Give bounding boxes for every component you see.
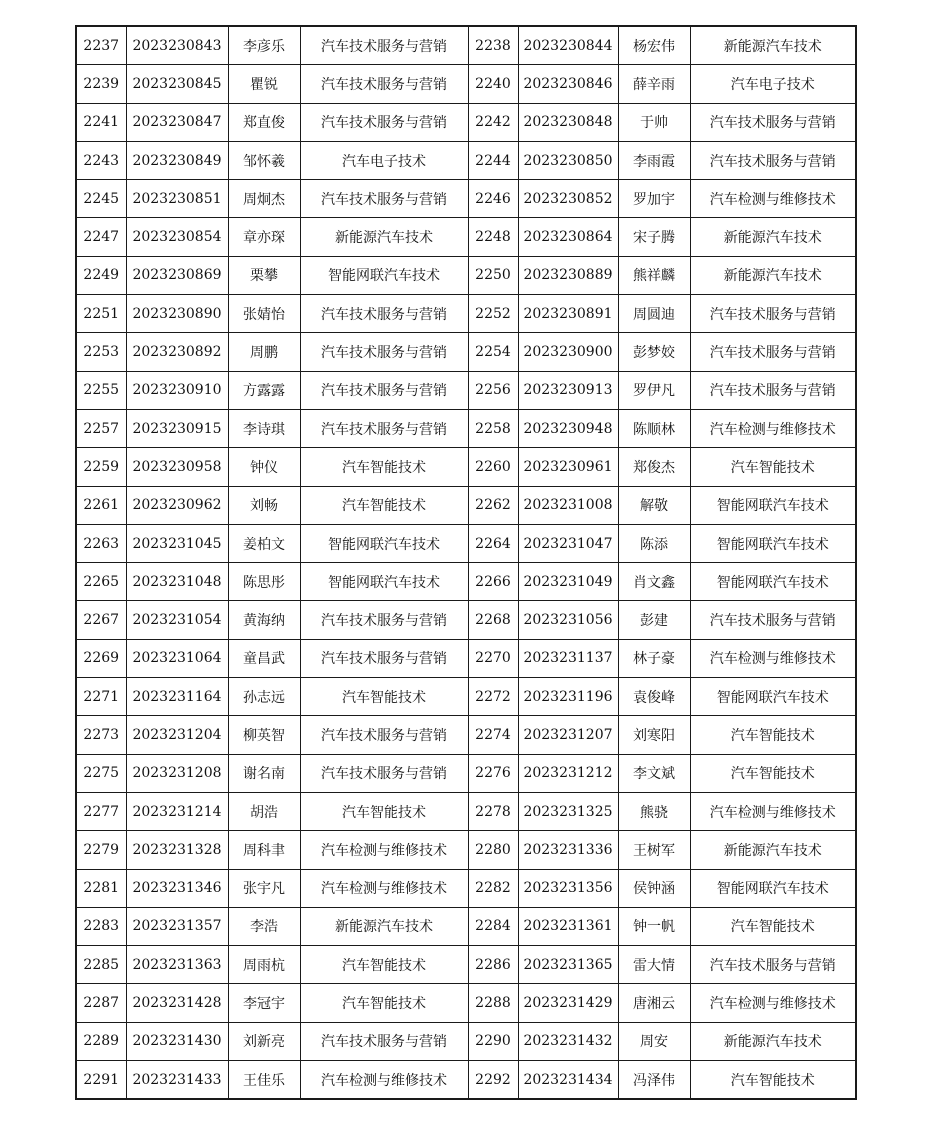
student-name-cell: 林子豪 bbox=[618, 639, 690, 677]
student-id-cell: 2023231432 bbox=[518, 1022, 618, 1060]
sequence-number-cell: 2243 bbox=[76, 141, 126, 179]
student-id-cell: 2023231207 bbox=[518, 716, 618, 754]
sequence-number-cell: 2274 bbox=[468, 716, 518, 754]
student-id-cell: 2023231357 bbox=[126, 907, 228, 945]
student-id-cell: 2023230843 bbox=[126, 26, 228, 65]
student-name-cell: 雷大情 bbox=[618, 946, 690, 984]
sequence-number-cell: 2240 bbox=[468, 65, 518, 103]
student-id-cell: 2023231434 bbox=[518, 1061, 618, 1100]
student-id-cell: 2023230849 bbox=[126, 141, 228, 179]
sequence-number-cell: 2238 bbox=[468, 26, 518, 65]
sequence-number-cell: 2249 bbox=[76, 256, 126, 294]
major-cell: 汽车检测与维修技术 bbox=[300, 1061, 468, 1100]
student-id-cell: 2023231056 bbox=[518, 601, 618, 639]
table-row bbox=[76, 409, 856, 447]
student-name-cell: 周圆迪 bbox=[618, 295, 690, 333]
sequence-number-cell: 2237 bbox=[76, 26, 126, 65]
student-id-cell: 2023231064 bbox=[126, 639, 228, 677]
major-cell: 汽车技术服务与营销 bbox=[300, 754, 468, 792]
student-id-cell: 2023231336 bbox=[518, 831, 618, 869]
sequence-number-cell: 2250 bbox=[468, 256, 518, 294]
major-cell: 汽车技术服务与营销 bbox=[300, 65, 468, 103]
major-cell: 汽车智能技术 bbox=[300, 984, 468, 1022]
student-id-cell: 2023230958 bbox=[126, 448, 228, 486]
major-cell: 汽车智能技术 bbox=[690, 448, 856, 486]
student-name-cell: 周安 bbox=[618, 1022, 690, 1060]
student-name-cell: 刘畅 bbox=[228, 486, 300, 524]
student-name-cell: 陈思彤 bbox=[228, 563, 300, 601]
sequence-number-cell: 2292 bbox=[468, 1061, 518, 1100]
student-name-cell: 张婧怡 bbox=[228, 295, 300, 333]
student-id-cell: 2023230948 bbox=[518, 409, 618, 447]
major-cell: 智能网联汽车技术 bbox=[300, 563, 468, 601]
major-cell: 汽车电子技术 bbox=[300, 141, 468, 179]
student-id-cell: 2023231428 bbox=[126, 984, 228, 1022]
major-cell: 智能网联汽车技术 bbox=[690, 524, 856, 562]
major-cell: 汽车技术服务与营销 bbox=[300, 103, 468, 141]
major-cell: 汽车检测与维修技术 bbox=[690, 792, 856, 830]
student-name-cell: 于帅 bbox=[618, 103, 690, 141]
roster-body bbox=[76, 26, 856, 1099]
major-cell: 汽车技术服务与营销 bbox=[300, 180, 468, 218]
student-id-cell: 2023230850 bbox=[518, 141, 618, 179]
student-id-cell: 2023231054 bbox=[126, 601, 228, 639]
table-row bbox=[76, 295, 856, 333]
major-cell: 汽车检测与维修技术 bbox=[300, 869, 468, 907]
major-cell: 汽车技术服务与营销 bbox=[300, 371, 468, 409]
student-id-cell: 2023230889 bbox=[518, 256, 618, 294]
student-id-cell: 2023230852 bbox=[518, 180, 618, 218]
sequence-number-cell: 2288 bbox=[468, 984, 518, 1022]
student-id-cell: 2023231137 bbox=[518, 639, 618, 677]
student-id-cell: 2023231346 bbox=[126, 869, 228, 907]
student-id-cell: 2023230848 bbox=[518, 103, 618, 141]
table-row bbox=[76, 65, 856, 103]
major-cell: 汽车技术服务与营销 bbox=[300, 716, 468, 754]
major-cell: 新能源汽车技术 bbox=[690, 1022, 856, 1060]
major-cell: 汽车智能技术 bbox=[300, 486, 468, 524]
student-id-cell: 2023230869 bbox=[126, 256, 228, 294]
table-row bbox=[76, 716, 856, 754]
student-id-cell: 2023230962 bbox=[126, 486, 228, 524]
student-name-cell: 侯钟涵 bbox=[618, 869, 690, 907]
major-cell: 汽车检测与维修技术 bbox=[690, 639, 856, 677]
student-id-cell: 2023230913 bbox=[518, 371, 618, 409]
table-row bbox=[76, 103, 856, 141]
sequence-number-cell: 2248 bbox=[468, 218, 518, 256]
sequence-number-cell: 2273 bbox=[76, 716, 126, 754]
table-row bbox=[76, 256, 856, 294]
major-cell: 新能源汽车技术 bbox=[300, 907, 468, 945]
major-cell: 汽车检测与维修技术 bbox=[690, 180, 856, 218]
student-name-cell: 童昌武 bbox=[228, 639, 300, 677]
major-cell: 汽车检测与维修技术 bbox=[300, 831, 468, 869]
major-cell: 汽车技术服务与营销 bbox=[690, 103, 856, 141]
student-id-cell: 2023231361 bbox=[518, 907, 618, 945]
student-name-cell: 陈顺林 bbox=[618, 409, 690, 447]
student-id-cell: 2023230851 bbox=[126, 180, 228, 218]
table-row bbox=[76, 486, 856, 524]
sequence-number-cell: 2284 bbox=[468, 907, 518, 945]
table-row bbox=[76, 26, 856, 65]
sequence-number-cell: 2282 bbox=[468, 869, 518, 907]
student-id-cell: 2023231328 bbox=[126, 831, 228, 869]
sequence-number-cell: 2261 bbox=[76, 486, 126, 524]
student-name-cell: 钟仪 bbox=[228, 448, 300, 486]
sequence-number-cell: 2252 bbox=[468, 295, 518, 333]
student-name-cell: 李浩 bbox=[228, 907, 300, 945]
student-id-cell: 2023231214 bbox=[126, 792, 228, 830]
student-id-cell: 2023231363 bbox=[126, 946, 228, 984]
student-name-cell: 章亦琛 bbox=[228, 218, 300, 256]
student-id-cell: 2023231208 bbox=[126, 754, 228, 792]
table-row bbox=[76, 869, 856, 907]
sequence-number-cell: 2281 bbox=[76, 869, 126, 907]
student-name-cell: 周雨杭 bbox=[228, 946, 300, 984]
sequence-number-cell: 2260 bbox=[468, 448, 518, 486]
roster-table bbox=[75, 25, 857, 1100]
student-id-cell: 2023231196 bbox=[518, 678, 618, 716]
student-name-cell: 彭梦姣 bbox=[618, 333, 690, 371]
table-row bbox=[76, 524, 856, 562]
table-row bbox=[76, 1061, 856, 1100]
student-name-cell: 冯泽伟 bbox=[618, 1061, 690, 1100]
student-name-cell: 袁俊峰 bbox=[618, 678, 690, 716]
major-cell: 汽车智能技术 bbox=[690, 754, 856, 792]
student-name-cell: 瞿锐 bbox=[228, 65, 300, 103]
table-row bbox=[76, 639, 856, 677]
student-name-cell: 孙志远 bbox=[228, 678, 300, 716]
major-cell: 新能源汽车技术 bbox=[690, 218, 856, 256]
table-row bbox=[76, 984, 856, 1022]
student-name-cell: 周科聿 bbox=[228, 831, 300, 869]
major-cell: 新能源汽车技术 bbox=[690, 26, 856, 65]
table-row bbox=[76, 371, 856, 409]
table-row bbox=[76, 907, 856, 945]
sequence-number-cell: 2259 bbox=[76, 448, 126, 486]
student-name-cell: 李冠宇 bbox=[228, 984, 300, 1022]
major-cell: 汽车技术服务与营销 bbox=[690, 601, 856, 639]
sequence-number-cell: 2262 bbox=[468, 486, 518, 524]
sequence-number-cell: 2278 bbox=[468, 792, 518, 830]
major-cell: 汽车技术服务与营销 bbox=[690, 333, 856, 371]
major-cell: 汽车检测与维修技术 bbox=[690, 984, 856, 1022]
student-id-cell: 2023231008 bbox=[518, 486, 618, 524]
table-row bbox=[76, 333, 856, 371]
major-cell: 汽车技术服务与营销 bbox=[300, 409, 468, 447]
table-row bbox=[76, 1022, 856, 1060]
student-id-cell: 2023230890 bbox=[126, 295, 228, 333]
student-id-cell: 2023231365 bbox=[518, 946, 618, 984]
sequence-number-cell: 2266 bbox=[468, 563, 518, 601]
student-id-cell: 2023231047 bbox=[518, 524, 618, 562]
student-id-cell: 2023231204 bbox=[126, 716, 228, 754]
sequence-number-cell: 2245 bbox=[76, 180, 126, 218]
sequence-number-cell: 2247 bbox=[76, 218, 126, 256]
sequence-number-cell: 2246 bbox=[468, 180, 518, 218]
major-cell: 汽车技术服务与营销 bbox=[300, 1022, 468, 1060]
student-name-cell: 刘新亮 bbox=[228, 1022, 300, 1060]
major-cell: 汽车智能技术 bbox=[690, 716, 856, 754]
student-name-cell: 周鹏 bbox=[228, 333, 300, 371]
major-cell: 汽车电子技术 bbox=[690, 65, 856, 103]
student-name-cell: 刘寒阳 bbox=[618, 716, 690, 754]
student-name-cell: 柳英智 bbox=[228, 716, 300, 754]
student-id-cell: 2023230910 bbox=[126, 371, 228, 409]
student-id-cell: 2023231048 bbox=[126, 563, 228, 601]
student-name-cell: 薛辛雨 bbox=[618, 65, 690, 103]
student-name-cell: 周炯杰 bbox=[228, 180, 300, 218]
table-row bbox=[76, 601, 856, 639]
student-name-cell: 解敬 bbox=[618, 486, 690, 524]
sequence-number-cell: 2275 bbox=[76, 754, 126, 792]
sequence-number-cell: 2287 bbox=[76, 984, 126, 1022]
sequence-number-cell: 2286 bbox=[468, 946, 518, 984]
student-name-cell: 黄海纳 bbox=[228, 601, 300, 639]
student-name-cell: 李诗琪 bbox=[228, 409, 300, 447]
major-cell: 新能源汽车技术 bbox=[690, 256, 856, 294]
sequence-number-cell: 2253 bbox=[76, 333, 126, 371]
student-id-cell: 2023230844 bbox=[518, 26, 618, 65]
student-id-cell: 2023230961 bbox=[518, 448, 618, 486]
student-name-cell: 罗伊凡 bbox=[618, 371, 690, 409]
major-cell: 汽车技术服务与营销 bbox=[690, 946, 856, 984]
student-name-cell: 李文斌 bbox=[618, 754, 690, 792]
student-name-cell: 张宇凡 bbox=[228, 869, 300, 907]
student-name-cell: 王树军 bbox=[618, 831, 690, 869]
major-cell: 汽车智能技术 bbox=[300, 792, 468, 830]
sequence-number-cell: 2244 bbox=[468, 141, 518, 179]
student-name-cell: 罗加宇 bbox=[618, 180, 690, 218]
sequence-number-cell: 2255 bbox=[76, 371, 126, 409]
student-id-cell: 2023231045 bbox=[126, 524, 228, 562]
student-id-cell: 2023230915 bbox=[126, 409, 228, 447]
major-cell: 智能网联汽车技术 bbox=[690, 678, 856, 716]
student-name-cell: 邹怀羲 bbox=[228, 141, 300, 179]
table-row bbox=[76, 831, 856, 869]
student-id-cell: 2023231212 bbox=[518, 754, 618, 792]
major-cell: 汽车智能技术 bbox=[690, 1061, 856, 1100]
sequence-number-cell: 2251 bbox=[76, 295, 126, 333]
student-id-cell: 2023230846 bbox=[518, 65, 618, 103]
student-name-cell: 熊祥麟 bbox=[618, 256, 690, 294]
sequence-number-cell: 2270 bbox=[468, 639, 518, 677]
major-cell: 汽车智能技术 bbox=[300, 678, 468, 716]
student-name-cell: 胡浩 bbox=[228, 792, 300, 830]
table-row bbox=[76, 141, 856, 179]
table-row bbox=[76, 563, 856, 601]
major-cell: 智能网联汽车技术 bbox=[300, 524, 468, 562]
sequence-number-cell: 2268 bbox=[468, 601, 518, 639]
student-name-cell: 陈添 bbox=[618, 524, 690, 562]
major-cell: 汽车智能技术 bbox=[300, 448, 468, 486]
student-id-cell: 2023231164 bbox=[126, 678, 228, 716]
student-name-cell: 郑俊杰 bbox=[618, 448, 690, 486]
student-id-cell: 2023231049 bbox=[518, 563, 618, 601]
sequence-number-cell: 2277 bbox=[76, 792, 126, 830]
sequence-number-cell: 2258 bbox=[468, 409, 518, 447]
student-name-cell: 谢名南 bbox=[228, 754, 300, 792]
sequence-number-cell: 2267 bbox=[76, 601, 126, 639]
table-row bbox=[76, 754, 856, 792]
table-row bbox=[76, 946, 856, 984]
major-cell: 汽车技术服务与营销 bbox=[300, 333, 468, 371]
major-cell: 智能网联汽车技术 bbox=[690, 869, 856, 907]
student-name-cell: 栗攀 bbox=[228, 256, 300, 294]
student-name-cell: 熊骁 bbox=[618, 792, 690, 830]
sequence-number-cell: 2265 bbox=[76, 563, 126, 601]
table-row bbox=[76, 792, 856, 830]
student-name-cell: 彭建 bbox=[618, 601, 690, 639]
student-name-cell: 宋子腾 bbox=[618, 218, 690, 256]
sequence-number-cell: 2264 bbox=[468, 524, 518, 562]
student-id-cell: 2023231325 bbox=[518, 792, 618, 830]
sequence-number-cell: 2254 bbox=[468, 333, 518, 371]
major-cell: 汽车技术服务与营销 bbox=[300, 601, 468, 639]
major-cell: 汽车检测与维修技术 bbox=[690, 409, 856, 447]
student-id-cell: 2023231356 bbox=[518, 869, 618, 907]
student-id-cell: 2023230900 bbox=[518, 333, 618, 371]
table-row bbox=[76, 448, 856, 486]
major-cell: 汽车技术服务与营销 bbox=[300, 295, 468, 333]
sequence-number-cell: 2289 bbox=[76, 1022, 126, 1060]
student-id-cell: 2023230891 bbox=[518, 295, 618, 333]
student-name-cell: 李彦乐 bbox=[228, 26, 300, 65]
student-id-cell: 2023230847 bbox=[126, 103, 228, 141]
major-cell: 汽车技术服务与营销 bbox=[300, 639, 468, 677]
sequence-number-cell: 2279 bbox=[76, 831, 126, 869]
major-cell: 新能源汽车技术 bbox=[690, 831, 856, 869]
student-id-cell: 2023230892 bbox=[126, 333, 228, 371]
major-cell: 汽车智能技术 bbox=[300, 946, 468, 984]
student-id-cell: 2023231433 bbox=[126, 1061, 228, 1100]
major-cell: 智能网联汽车技术 bbox=[300, 256, 468, 294]
student-id-cell: 2023230864 bbox=[518, 218, 618, 256]
sequence-number-cell: 2242 bbox=[468, 103, 518, 141]
sequence-number-cell: 2271 bbox=[76, 678, 126, 716]
student-id-cell: 2023230845 bbox=[126, 65, 228, 103]
table-row bbox=[76, 180, 856, 218]
sequence-number-cell: 2256 bbox=[468, 371, 518, 409]
student-name-cell: 方露露 bbox=[228, 371, 300, 409]
sequence-number-cell: 2263 bbox=[76, 524, 126, 562]
sequence-number-cell: 2239 bbox=[76, 65, 126, 103]
student-id-cell: 2023231430 bbox=[126, 1022, 228, 1060]
sequence-number-cell: 2290 bbox=[468, 1022, 518, 1060]
student-id-cell: 2023230854 bbox=[126, 218, 228, 256]
sequence-number-cell: 2283 bbox=[76, 907, 126, 945]
student-name-cell: 杨宏伟 bbox=[618, 26, 690, 65]
table-row bbox=[76, 218, 856, 256]
sequence-number-cell: 2241 bbox=[76, 103, 126, 141]
major-cell: 汽车技术服务与营销 bbox=[690, 141, 856, 179]
major-cell: 汽车技术服务与营销 bbox=[690, 295, 856, 333]
student-name-cell: 李雨霞 bbox=[618, 141, 690, 179]
major-cell: 汽车技术服务与营销 bbox=[690, 371, 856, 409]
student-name-cell: 郑直俊 bbox=[228, 103, 300, 141]
student-id-cell: 2023231429 bbox=[518, 984, 618, 1022]
table-row bbox=[76, 678, 856, 716]
major-cell: 汽车技术服务与营销 bbox=[300, 26, 468, 65]
major-cell: 智能网联汽车技术 bbox=[690, 486, 856, 524]
sequence-number-cell: 2257 bbox=[76, 409, 126, 447]
major-cell: 汽车智能技术 bbox=[690, 907, 856, 945]
sequence-number-cell: 2285 bbox=[76, 946, 126, 984]
student-name-cell: 王佳乐 bbox=[228, 1061, 300, 1100]
major-cell: 智能网联汽车技术 bbox=[690, 563, 856, 601]
student-name-cell: 唐湘云 bbox=[618, 984, 690, 1022]
sequence-number-cell: 2291 bbox=[76, 1061, 126, 1100]
student-name-cell: 肖文鑫 bbox=[618, 563, 690, 601]
sequence-number-cell: 2280 bbox=[468, 831, 518, 869]
sequence-number-cell: 2276 bbox=[468, 754, 518, 792]
sequence-number-cell: 2269 bbox=[76, 639, 126, 677]
sequence-number-cell: 2272 bbox=[468, 678, 518, 716]
major-cell: 新能源汽车技术 bbox=[300, 218, 468, 256]
student-name-cell: 姜柏文 bbox=[228, 524, 300, 562]
student-name-cell: 钟一帆 bbox=[618, 907, 690, 945]
